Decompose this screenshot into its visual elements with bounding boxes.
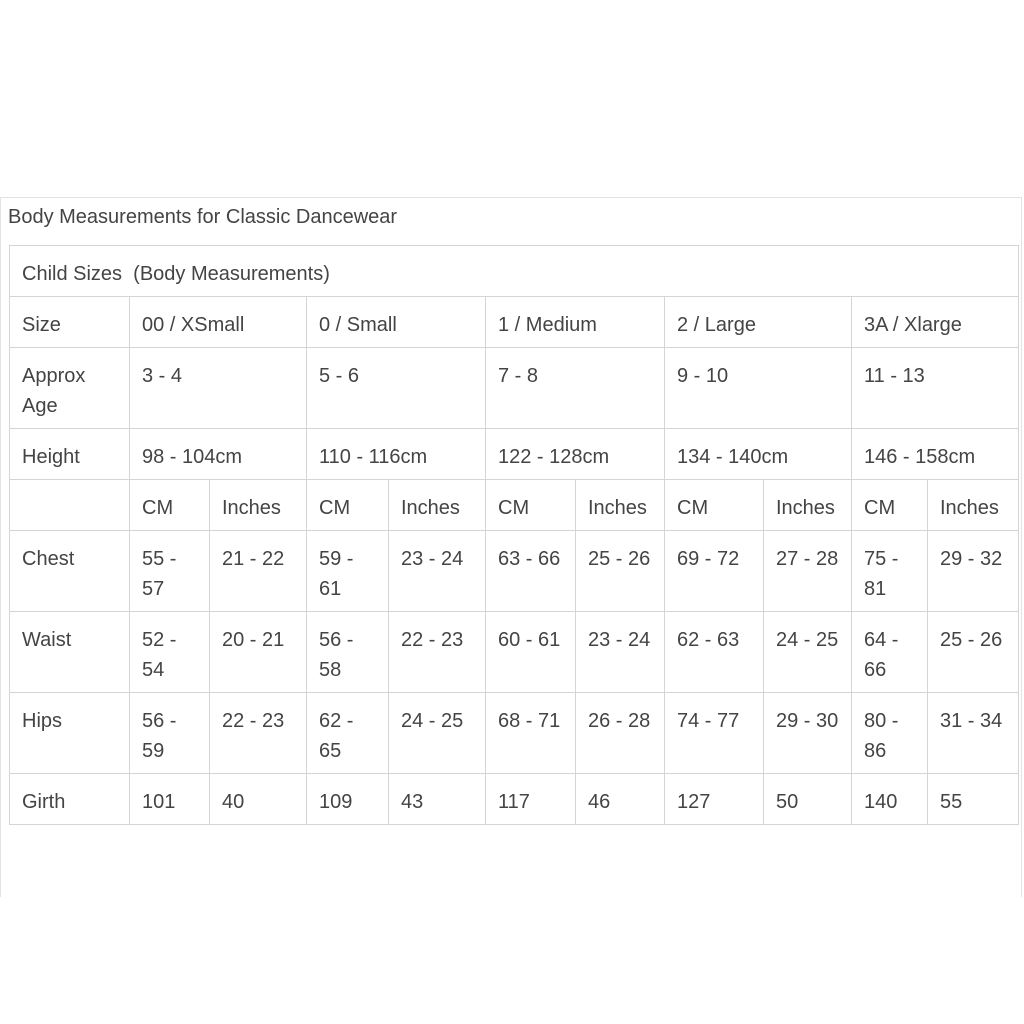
age-cell: 9 - 10 — [665, 348, 852, 429]
age-cell: 11 - 13 — [852, 348, 1019, 429]
measurement-value: 56 - 59 — [142, 710, 177, 762]
table-header-row — [10, 246, 1019, 297]
measurement-cell — [307, 531, 389, 612]
measurement-cell — [210, 531, 307, 612]
measurement-cell — [130, 774, 210, 825]
size-cell: 2 / Large — [665, 297, 852, 348]
row-label: Chest — [10, 531, 130, 612]
measurement-cell — [928, 693, 1019, 774]
girth-row — [10, 774, 1019, 825]
unit-cm: CM — [486, 480, 576, 531]
measurement-cell — [764, 612, 852, 693]
measurement-value: 80 - 86 — [864, 710, 899, 762]
unit-cm: CM — [665, 480, 764, 531]
measurement-value: 62 - 63 — [677, 629, 740, 651]
hips-row — [10, 693, 1019, 774]
age-cell: 7 - 8 — [486, 348, 665, 429]
measurement-value: 23 - 24 — [401, 548, 464, 570]
measurement-cell — [665, 531, 764, 612]
measurement-cell — [210, 612, 307, 693]
unit-inches: Inches — [210, 480, 307, 531]
measurement-value: 23 - 24 — [588, 629, 651, 651]
size-cell: 1 / Medium — [486, 297, 665, 348]
measurement-cell — [486, 693, 576, 774]
measurement-cell — [307, 612, 389, 693]
measurement-cell — [928, 774, 1019, 825]
measurement-cell — [852, 693, 928, 774]
measurement-cell — [210, 774, 307, 825]
measurement-value: 50 — [776, 791, 799, 813]
measurement-value: 64 - 66 — [864, 629, 899, 681]
age-row — [10, 348, 1019, 429]
measurement-value: 52 - 54 — [142, 629, 177, 681]
row-label: Hips — [10, 693, 130, 774]
measurement-value: 60 - 61 — [498, 629, 561, 651]
measurement-value: 101 — [142, 791, 176, 813]
size-cell: 3A / Xlarge — [852, 297, 1019, 348]
age-label-text: Approx Age — [22, 365, 86, 417]
height-cell: 122 - 128cm — [486, 429, 665, 480]
units-row — [10, 480, 1019, 531]
measurement-cell — [307, 693, 389, 774]
measurement-cell — [389, 531, 486, 612]
unit-inches: Inches — [389, 480, 486, 531]
measurement-cell — [576, 612, 665, 693]
size-row — [10, 297, 1019, 348]
height-cell: 134 - 140cm — [665, 429, 852, 480]
measurement-value: 25 - 26 — [588, 548, 651, 570]
unit-cm: CM — [130, 480, 210, 531]
height-label: Height — [10, 429, 130, 480]
measurement-cell — [665, 774, 764, 825]
measurement-cell — [389, 774, 486, 825]
measurement-cell — [486, 531, 576, 612]
measurement-cell — [486, 612, 576, 693]
measurement-cell — [486, 774, 576, 825]
measurement-value: 46 — [588, 791, 611, 813]
measurement-cell — [130, 531, 210, 612]
height-cell: 98 - 104cm — [130, 429, 307, 480]
measurement-value: 29 - 30 — [776, 710, 839, 732]
measurement-value: 40 — [222, 791, 245, 813]
measurement-cell — [576, 693, 665, 774]
age-label — [10, 348, 130, 429]
unit-inches: Inches — [928, 480, 1019, 531]
measurement-cell — [928, 612, 1019, 693]
measurement-value: 140 — [864, 791, 898, 813]
unit-inches: Inches — [764, 480, 852, 531]
measurement-value: 56 - 58 — [319, 629, 354, 681]
measurement-value: 29 - 32 — [940, 548, 1003, 570]
waist-row — [10, 612, 1019, 693]
height-row — [10, 429, 1019, 480]
measurement-value: 31 - 34 — [940, 710, 1003, 732]
height-cell: 146 - 158cm — [852, 429, 1019, 480]
measurement-value: 27 - 28 — [776, 548, 839, 570]
measurement-cell — [928, 531, 1019, 612]
size-cell: 0 / Small — [307, 297, 486, 348]
row-label: Waist — [10, 612, 130, 693]
measurement-value: 43 — [401, 791, 424, 813]
measurement-value: 24 - 25 — [776, 629, 839, 651]
unit-cm: CM — [852, 480, 928, 531]
measurement-cell — [130, 612, 210, 693]
measurement-value: 22 - 23 — [222, 710, 285, 732]
measurement-value: 63 - 66 — [498, 548, 561, 570]
chest-row — [10, 531, 1019, 612]
height-cell: 110 - 116cm — [307, 429, 486, 480]
unit-inches: Inches — [576, 480, 665, 531]
measurement-value: 109 — [319, 791, 353, 813]
age-cell: 3 - 4 — [130, 348, 307, 429]
measurement-cell — [576, 774, 665, 825]
measurement-value: 127 — [677, 791, 711, 813]
measurement-cell — [764, 774, 852, 825]
measurement-value: 21 - 22 — [222, 548, 285, 570]
measurement-value: 59 - 61 — [319, 548, 354, 600]
measurement-cell — [852, 774, 928, 825]
measurement-value: 117 — [498, 791, 530, 813]
measurement-cell — [576, 531, 665, 612]
size-chart-table — [9, 245, 1019, 825]
size-label: Size — [10, 297, 130, 348]
unit-cm: CM — [307, 480, 389, 531]
table-header: Child Sizes (Body Measurements) — [10, 246, 1019, 297]
measurement-value: 26 - 28 — [588, 710, 651, 732]
table-caption: Body Measurements for Classic Dancewear — [8, 206, 398, 228]
measurement-value: 20 - 21 — [222, 629, 285, 651]
row-label: Girth — [10, 774, 130, 825]
measurement-value: 75 - 81 — [864, 548, 899, 600]
measurement-value: 55 - 57 — [142, 548, 177, 600]
measurement-value: 22 - 23 — [401, 629, 464, 651]
measurement-cell — [665, 612, 764, 693]
measurement-cell — [389, 612, 486, 693]
measurement-cell — [764, 531, 852, 612]
measurement-value: 74 - 77 — [677, 710, 740, 732]
measurement-cell — [210, 693, 307, 774]
measurement-value: 69 - 72 — [677, 548, 740, 570]
measurement-cell — [130, 693, 210, 774]
measurement-cell — [852, 531, 928, 612]
measurement-cell — [665, 693, 764, 774]
measurement-cell — [764, 693, 852, 774]
measurement-value: 62 - 65 — [319, 710, 354, 762]
measurement-cell — [389, 693, 486, 774]
units-label-empty — [10, 480, 130, 531]
measurement-value: 55 — [940, 791, 963, 813]
measurements-panel — [0, 197, 1022, 897]
size-cell: 00 / XSmall — [130, 297, 307, 348]
measurement-value: 68 - 71 — [498, 710, 561, 732]
measurement-value: 25 - 26 — [940, 629, 1003, 651]
measurement-value: 24 - 25 — [401, 710, 464, 732]
age-cell: 5 - 6 — [307, 348, 486, 429]
measurement-cell — [307, 774, 389, 825]
measurement-cell — [852, 612, 928, 693]
